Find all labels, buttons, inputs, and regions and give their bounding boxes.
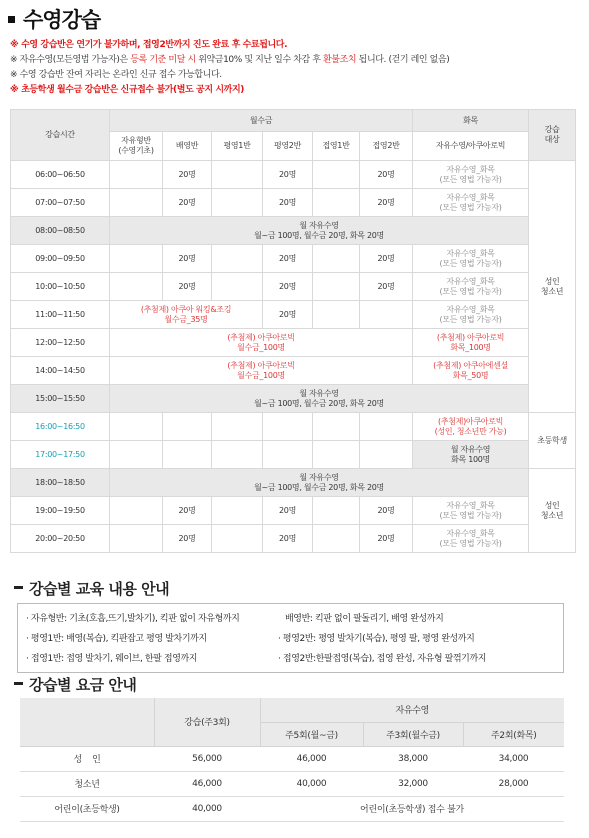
empty-cell xyxy=(263,441,313,469)
target-adult: 성인 청소년 xyxy=(529,469,576,553)
schedule-row xyxy=(11,161,576,189)
aqua-tt: (추첨제) 아쿠아에센셜 화목_50명 xyxy=(413,357,529,385)
time-cell: 06:00~06:50 xyxy=(11,161,110,189)
notice-list xyxy=(10,38,449,98)
fee-value: 40,000 xyxy=(154,796,260,821)
fee-value: 34,000 xyxy=(463,746,564,771)
count-cell: 20명 xyxy=(360,245,413,273)
empty-cell xyxy=(360,413,413,441)
fee-label: 청소년 xyxy=(20,771,154,796)
schedule-row xyxy=(11,497,576,525)
count-cell xyxy=(110,497,163,525)
edu-line: · 평영1반: 배영(복습), 킥판잡고 평영 발차기까지 xyxy=(26,634,207,644)
time-cell: 19:00~19:50 xyxy=(11,497,110,525)
schedule-row xyxy=(11,245,576,273)
notice-line: ※ 수영 강습반은 연기가 불가하며, 접영2반까지 진도 완료 후 수료됩니다. xyxy=(10,40,288,50)
schedule-row xyxy=(11,441,576,469)
page-title-text: 수영강습 xyxy=(23,8,101,32)
edu-line: · 자유형반: 기초(호흡,뜨기,발차기), 킥판 없이 자유형까지 xyxy=(26,614,240,624)
fee-value: 56,000 xyxy=(154,746,260,771)
count-cell xyxy=(212,161,263,189)
count-cell xyxy=(313,301,360,329)
count-cell xyxy=(110,189,163,217)
tt-free-swim: 자유수영_화목 (모든 영법 가능자) xyxy=(413,189,529,217)
header-mwf: 월수금 xyxy=(110,110,413,132)
count-cell: 20명 xyxy=(360,497,413,525)
count-cell xyxy=(313,245,360,273)
fee-value: 46,000 xyxy=(260,746,363,771)
tt-free-swim: 자유수영_화목 (모든 영법 가능자) xyxy=(413,497,529,525)
count-cell xyxy=(313,189,360,217)
tt-free-swim: 자유수영_화목 (모든 영법 가능자) xyxy=(413,245,529,273)
merged-free-swim: 월 자유수영 월~금 100명, 월수금 20명, 화목 20명 xyxy=(110,217,529,245)
fee-note: 어린이(초등학생) 접수 불가 xyxy=(260,796,564,821)
schedule-row xyxy=(11,189,576,217)
col-butterfly2: 접영2반 xyxy=(360,132,413,161)
time-cell: 10:00~10:50 xyxy=(11,273,110,301)
count-cell: 20명 xyxy=(163,161,212,189)
edu-line: · 접영2반:한팔접영(복습), 접영 완성, 자유형 팔꺾기까지 xyxy=(278,654,487,664)
time-cell: 09:00~09:50 xyxy=(11,245,110,273)
time-cell: 08:00~08:50 xyxy=(11,217,110,245)
edu-line: · 평영2반: 평영 발차기(복습), 평영 팔, 평영 완성까지 xyxy=(278,634,475,644)
count-cell: 20명 xyxy=(263,497,313,525)
count-cell xyxy=(110,525,163,553)
fee-row xyxy=(20,746,564,771)
empty-cell xyxy=(212,413,263,441)
schedule-row xyxy=(11,329,576,357)
empty-cell xyxy=(110,413,163,441)
tt-free-swim: 월 자유수영 화목 100명 xyxy=(413,441,529,469)
tt-free-swim: 자유수영_화목 (모든 영법 가능자) xyxy=(413,301,529,329)
aqua-tt: (추첨제) 아쿠아로빅 화목_100명 xyxy=(413,329,529,357)
col-butterfly1: 접영1반 xyxy=(313,132,360,161)
aqua-walking: (추첨제) 아쿠아 워킹&조깅 월수금_35명 xyxy=(110,301,263,329)
fee-header-blank xyxy=(20,698,154,746)
count-cell xyxy=(212,189,263,217)
empty-cell xyxy=(110,441,163,469)
merged-free-swim: 월 자유수영 월~금 100명, 월수금 20명, 화목 20명 xyxy=(110,469,529,497)
title-square-icon xyxy=(8,16,15,23)
fee-value: 38,000 xyxy=(363,746,463,771)
fee-value: 40,000 xyxy=(260,771,363,796)
fee-header-lesson: 강습(주3회) xyxy=(154,698,260,746)
heading-dash-icon xyxy=(14,682,23,685)
time-cell: 11:00~11:50 xyxy=(11,301,110,329)
empty-cell xyxy=(313,441,360,469)
count-cell xyxy=(212,273,263,301)
time-cell: 15:00~15:50 xyxy=(11,385,110,413)
time-cell: 14:00~14:50 xyxy=(11,357,110,385)
count-cell: 20명 xyxy=(263,273,313,301)
count-cell: 20명 xyxy=(263,525,313,553)
col-backstroke: 배영반 xyxy=(163,132,212,161)
tt-free-swim: 자유수영_화목 (모든 영법 가능자) xyxy=(413,273,529,301)
fee-header-f2: 주2회(화목) xyxy=(463,722,564,746)
empty-cell xyxy=(313,413,360,441)
count-cell xyxy=(212,497,263,525)
empty-cell xyxy=(163,441,212,469)
count-cell: 20명 xyxy=(360,189,413,217)
time-cell: 07:00~07:50 xyxy=(11,189,110,217)
count-cell xyxy=(360,301,413,329)
page-title xyxy=(8,4,100,34)
schedule-row xyxy=(11,273,576,301)
aqua-tt: (추첨제)아쿠아로빅 (성인, 청소년만 가능) xyxy=(413,413,529,441)
schedule-row xyxy=(11,217,576,245)
count-cell: 20명 xyxy=(263,189,313,217)
fee-value: 28,000 xyxy=(463,771,564,796)
edu-content-box xyxy=(17,603,564,673)
tt-free-swim: 자유수영_화목 (모든 영법 가능자) xyxy=(413,525,529,553)
schedule-row xyxy=(11,413,576,441)
col-freestyle: 자유형반 (수영기초) xyxy=(110,132,163,161)
count-cell: 20명 xyxy=(360,161,413,189)
count-cell xyxy=(313,525,360,553)
notice-line: ※ 수영 강습반 잔여 자리는 온라인 신규 접수 가능합니다. xyxy=(10,70,222,80)
time-cell: 18:00~18:50 xyxy=(11,469,110,497)
schedule-row xyxy=(11,469,576,497)
count-cell xyxy=(110,273,163,301)
count-cell xyxy=(110,161,163,189)
count-cell xyxy=(313,161,360,189)
heading-dash-icon xyxy=(14,586,23,589)
col-breast2: 평영2반 xyxy=(263,132,313,161)
count-cell xyxy=(313,273,360,301)
count-cell: 20명 xyxy=(163,189,212,217)
col-breast1: 평영1반 xyxy=(212,132,263,161)
fee-label: 어린이(초등학생) xyxy=(20,796,154,821)
fee-value: 46,000 xyxy=(154,771,260,796)
fee-header-f3: 주3회(월수금) xyxy=(363,722,463,746)
schedule-row xyxy=(11,301,576,329)
schedule-row xyxy=(11,525,576,553)
aqua-mwf: (추첨제) 아쿠아로빅 월수금_100명 xyxy=(110,357,413,385)
target-kids: 초등학생 xyxy=(529,413,576,469)
tt-free-swim: 자유수영_화목 (모든 영법 가능자) xyxy=(413,161,529,189)
empty-cell xyxy=(263,413,313,441)
target-adult: 성인 청소년 xyxy=(529,161,576,413)
empty-cell xyxy=(212,441,263,469)
fee-header-free: 자유수영 xyxy=(260,698,564,722)
edu-line: 배영반: 킥판 없이 팔돌리기, 배영 완성까지 xyxy=(285,614,444,624)
merged-free-swim: 월 자유수영 월~금 100명, 월수금 20명, 화목 20명 xyxy=(110,385,529,413)
count-cell xyxy=(313,497,360,525)
time-cell: 20:00~20:50 xyxy=(11,525,110,553)
fee-label: 성 인 xyxy=(20,746,154,771)
fee-value: 32,000 xyxy=(363,771,463,796)
aqua-mwf: (추첨제) 아쿠아로빅 월수금_100명 xyxy=(110,329,413,357)
notice-line: ※ 초등학생 월수금 강습반은 신규접수 불가(별도 공지 시까지) xyxy=(10,85,244,95)
time-cell: 12:00~12:50 xyxy=(11,329,110,357)
time-cell: 17:00~17:50 xyxy=(11,441,110,469)
count-cell: 20명 xyxy=(360,525,413,553)
count-cell: 20명 xyxy=(163,497,212,525)
count-cell xyxy=(212,245,263,273)
col-tt-free: 자유수영/아쿠아로빅 xyxy=(413,132,529,161)
fee-header-f5: 주5회(월~금) xyxy=(260,722,363,746)
empty-cell xyxy=(163,413,212,441)
notice-line: ※ 자유수영(모든영법 가능자)은 등록 기준 미달 시 위약금10% 및 지난 일수 차감 후 환불조치 됩니다. (걷기 레인 없음) xyxy=(10,55,450,65)
header-time: 강습시간 xyxy=(11,110,110,161)
count-cell: 20명 xyxy=(263,301,313,329)
empty-cell xyxy=(360,441,413,469)
count-cell: 20명 xyxy=(360,273,413,301)
header-target: 강습 대상 xyxy=(529,110,576,161)
fee-heading: 강습별 요금 안내 xyxy=(14,674,136,695)
header-tt: 화목 xyxy=(413,110,529,132)
fee-row xyxy=(20,771,564,796)
count-cell: 20명 xyxy=(163,245,212,273)
schedule-row xyxy=(11,385,576,413)
count-cell xyxy=(212,525,263,553)
edu-line: · 접영1반: 접영 발차기, 웨이브, 한팔 접영까지 xyxy=(26,654,198,664)
schedule-table xyxy=(10,109,576,553)
edu-heading: 강습별 교육 내용 안내 xyxy=(14,578,169,599)
fee-table xyxy=(20,698,564,822)
time-cell: 16:00~16:50 xyxy=(11,413,110,441)
fee-row xyxy=(20,796,564,821)
schedule-row xyxy=(11,357,576,385)
count-cell: 20명 xyxy=(263,245,313,273)
count-cell: 20명 xyxy=(163,525,212,553)
count-cell xyxy=(110,245,163,273)
count-cell: 20명 xyxy=(163,273,212,301)
count-cell: 20명 xyxy=(263,161,313,189)
